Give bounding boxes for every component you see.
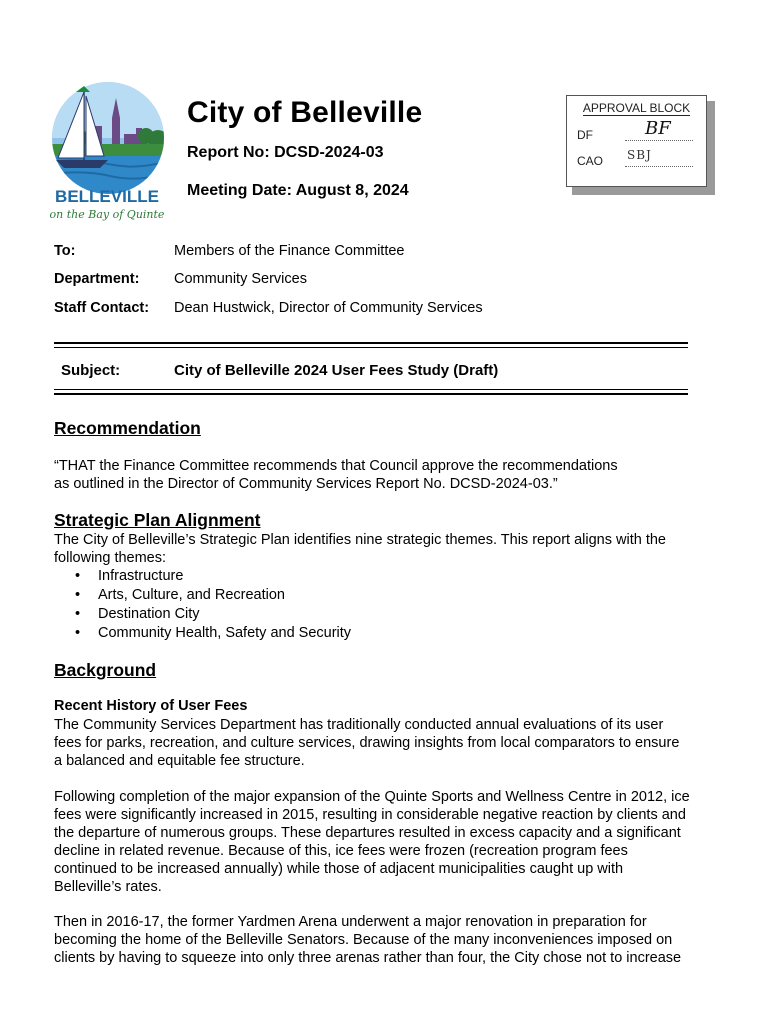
bullet-icon: • xyxy=(75,606,81,622)
subject-bottom-rule xyxy=(54,393,688,395)
paragraph-line: a balanced and equitable fee structure. xyxy=(54,753,305,769)
strategic-plan-line: The City of Belleville’s Strategic Plan identifies nine strategic themes. This report aligns with the xyxy=(54,532,666,548)
subject-bottom-rule-inner xyxy=(54,389,688,390)
paragraph-line: clients by having to squeeze into only three arenas rather than four, the City chose not to increase xyxy=(54,950,682,966)
meta-label-department: Department: xyxy=(54,271,140,287)
subject-label: Subject: xyxy=(61,362,121,379)
approval-cao-initials: SBJ xyxy=(627,148,652,162)
meta-value-to: Members of the Finance Committee xyxy=(174,243,405,259)
paragraph-line: continued to be increased annually) while those of adjacent municipalities caught up with xyxy=(54,861,624,877)
approval-block xyxy=(566,95,707,187)
recommendation-line: “THAT the Finance Committee recommends that Council approve the recommendations xyxy=(54,458,618,474)
city-logo xyxy=(40,78,175,228)
bullet-icon: • xyxy=(75,625,81,641)
recommendation-heading: Recommendation xyxy=(54,418,201,438)
subject-value: City of Belleville 2024 User Fees Study (Draft) xyxy=(174,362,499,379)
logo-tagline: on the Bay of Quinte xyxy=(49,208,165,221)
meta-value-staff-contact: Dean Hustwick, Director of Community Services xyxy=(174,300,483,316)
meta-label-staff-contact: Staff Contact: xyxy=(54,300,150,316)
paragraph-line: Then in 2016-17, the former Yardmen Arena underwent a major renovation in preparation for xyxy=(54,914,647,930)
bullet-icon: • xyxy=(75,587,81,603)
strategic-plan-line: following themes: xyxy=(54,550,167,566)
paragraph-line: Following completion of the major expansion of the Quinte Sports and Wellness Centre in 2012, ice xyxy=(54,789,690,805)
page-title: City of Belleville xyxy=(187,96,423,129)
meeting-date: Meeting Date: August 8, 2024 xyxy=(187,182,409,199)
meta-label-to: To: xyxy=(54,243,76,259)
approval-cao-line xyxy=(625,166,693,167)
subject-top-rule-inner xyxy=(54,347,688,348)
approval-cao-label: CAO xyxy=(577,154,604,168)
background-heading: Background xyxy=(54,660,157,680)
paragraph-line: becoming the home of the Belleville Senators. Because of the many inconveniences imposed on xyxy=(54,932,673,948)
list-item: • Infrastructure xyxy=(75,568,184,584)
subject-top-rule xyxy=(54,342,688,344)
approval-df-line xyxy=(625,140,693,141)
paragraph-line: decline in related revenue. Because of this, ice fees were frozen (recreation program fees xyxy=(54,843,628,859)
recommendation-line: as outlined in the Director of Community Services Report No. DCSD-2024-03.” xyxy=(54,476,558,492)
strategic-themes-list xyxy=(54,567,351,643)
approval-block-title: APPROVAL BLOCK xyxy=(582,101,691,115)
report-number: Report No: DCSD-2024-03 xyxy=(187,144,384,161)
logo-wordmark: BELLEVILLE xyxy=(55,187,159,206)
background-subheading: Recent History of User Fees xyxy=(54,698,248,714)
list-item: • Arts, Culture, and Recreation xyxy=(75,587,285,603)
approval-df-label: DF xyxy=(577,128,593,142)
meta-value-department: Community Services xyxy=(174,271,307,287)
list-item: • Community Health, Safety and Security xyxy=(75,625,352,641)
paragraph-line: fees were significantly increased in 2015, resulting in considerable negative reaction by clients and xyxy=(54,807,686,823)
approval-df-initials: BF xyxy=(645,118,671,139)
bullet-icon: • xyxy=(75,568,81,584)
paragraph-line: Belleville’s rates. xyxy=(54,879,162,895)
paragraph-line: fees for parks, recreation, and culture services, drawing insights from local comparators to ensure xyxy=(54,735,680,751)
strategic-plan-heading: Strategic Plan Alignment xyxy=(54,510,261,530)
paragraph-line: the departure of numerous groups. These departures resulted in excess capacity and a significant xyxy=(54,825,681,841)
paragraph-line: The Community Services Department has traditionally conducted annual evaluations of its user xyxy=(54,717,664,733)
list-item: • Destination City xyxy=(75,606,200,622)
